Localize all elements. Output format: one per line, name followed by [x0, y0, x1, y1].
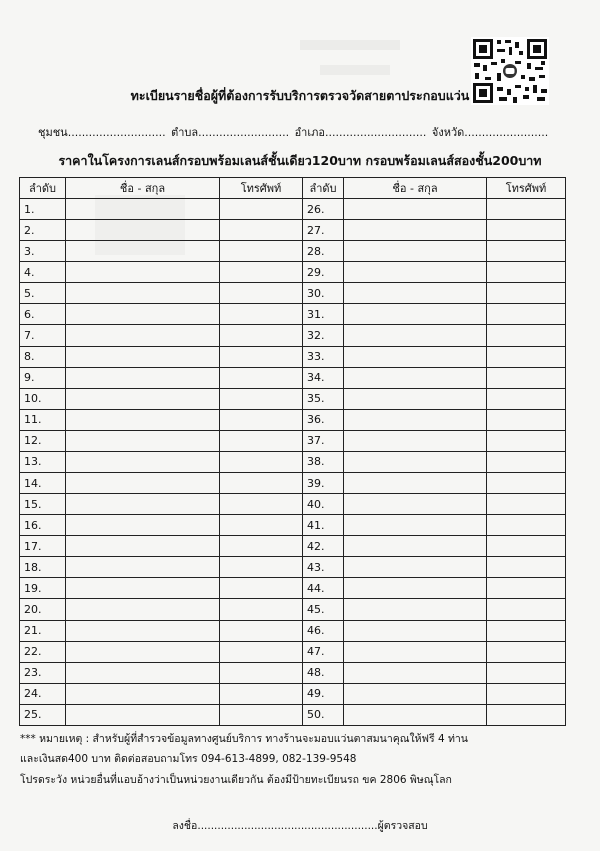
table-row [20, 515, 566, 536]
province-field[interactable]: จังหวัด........................ [431, 126, 549, 139]
name-cell[interactable] [66, 451, 220, 472]
phone-cell[interactable] [220, 241, 303, 262]
location-fields [38, 123, 550, 141]
col-name-header: ชื่อ - สกุล [344, 178, 487, 199]
note-line: *** หมายเหตุ : สำหรับผู้ที่สำรวจข้อมูลทางศูนย์บริการ ทางร้านจะมอบแว่นตาสมนาคุณให้ฟรี 4 ท่าน [20, 733, 468, 745]
phone-cell[interactable] [220, 199, 303, 220]
row-number-right: 33. [303, 346, 344, 367]
phone-cell[interactable] [220, 515, 303, 536]
row-number-left: 15. [20, 494, 66, 515]
registration-table [19, 177, 566, 726]
name-cell[interactable] [344, 367, 487, 388]
phone-cell[interactable] [220, 683, 303, 704]
table-row [20, 578, 566, 599]
phone-cell[interactable] [220, 283, 303, 304]
name-cell[interactable] [66, 641, 220, 662]
name-cell[interactable] [344, 430, 487, 451]
name-cell[interactable] [66, 662, 220, 683]
row-number-left: 6. [20, 304, 66, 325]
name-cell[interactable] [344, 262, 487, 283]
name-cell[interactable] [66, 388, 220, 409]
name-cell[interactable] [66, 283, 220, 304]
phone-cell[interactable] [487, 515, 566, 536]
phone-cell[interactable] [487, 283, 566, 304]
price-line: ราคาในโครงการเลนส์กรอบพร้อมเลนส์ชั้นเดียว120บาท กรอบพร้อมเลนส์สองชั้น200บาท [58, 153, 542, 168]
row-number-left: 17. [20, 536, 66, 557]
phone-cell[interactable] [487, 220, 566, 241]
phone-cell[interactable] [220, 536, 303, 557]
name-cell[interactable] [344, 220, 487, 241]
row-number-left: 5. [20, 283, 66, 304]
row-number-right: 26. [303, 199, 344, 220]
name-cell[interactable] [66, 599, 220, 620]
note-line: โปรดระวัง หน่วยอื่นที่แอบอ้างว่าเป็นหน่วยงานเดียวกัน ต้องมีป้ายทะเบียนรถ ขค 2806 พิษณุโลก [20, 774, 452, 786]
col-number-header: ลำดับ [20, 178, 66, 199]
table-row [20, 430, 566, 451]
name-cell[interactable] [66, 515, 220, 536]
phone-cell[interactable] [487, 262, 566, 283]
name-cell[interactable] [66, 704, 220, 725]
phone-cell[interactable] [220, 367, 303, 388]
table-row [20, 536, 566, 557]
table-row [20, 283, 566, 304]
phone-cell[interactable] [487, 599, 566, 620]
name-cell[interactable] [66, 325, 220, 346]
name-cell[interactable] [66, 241, 220, 262]
row-number-left: 24. [20, 683, 66, 704]
phone-cell[interactable] [220, 620, 303, 641]
row-number-right: 28. [303, 241, 344, 262]
name-cell[interactable] [66, 409, 220, 430]
name-cell[interactable] [66, 620, 220, 641]
table-row [20, 325, 566, 346]
col-name-header: ชื่อ - สกุล [66, 178, 220, 199]
phone-cell[interactable] [487, 325, 566, 346]
name-cell[interactable] [66, 430, 220, 451]
phone-cell[interactable] [487, 304, 566, 325]
table-row [20, 599, 566, 620]
phone-cell[interactable] [487, 704, 566, 725]
row-number-left: 10. [20, 388, 66, 409]
row-number-right: 32. [303, 325, 344, 346]
phone-cell[interactable] [220, 430, 303, 451]
name-cell[interactable] [344, 304, 487, 325]
name-cell[interactable] [66, 346, 220, 367]
name-cell[interactable] [344, 325, 487, 346]
name-cell[interactable] [66, 262, 220, 283]
table-row [20, 620, 566, 641]
row-number-left: 12. [20, 430, 66, 451]
district-field[interactable]: อำเภอ............................. [294, 126, 427, 139]
phone-cell[interactable] [220, 451, 303, 472]
row-number-left: 18. [20, 557, 66, 578]
phone-cell[interactable] [220, 494, 303, 515]
col-phone-header: โทรศัพท์ [220, 178, 303, 199]
row-number-left: 23. [20, 662, 66, 683]
phone-cell[interactable] [487, 620, 566, 641]
name-cell[interactable] [66, 304, 220, 325]
phone-cell[interactable] [220, 599, 303, 620]
row-number-right: 30. [303, 283, 344, 304]
phone-cell[interactable] [487, 367, 566, 388]
row-number-right: 35. [303, 388, 344, 409]
col-number-header: ลำดับ [303, 178, 344, 199]
phone-cell[interactable] [220, 409, 303, 430]
name-cell[interactable] [344, 451, 487, 472]
phone-cell[interactable] [487, 451, 566, 472]
table-row [20, 704, 566, 725]
row-number-right: 49. [303, 683, 344, 704]
bleed-through [300, 40, 400, 50]
name-cell[interactable] [344, 283, 487, 304]
name-cell[interactable] [344, 241, 487, 262]
row-number-right: 36. [303, 409, 344, 430]
table-row [20, 199, 566, 220]
row-number-left: 1. [20, 199, 66, 220]
row-number-left: 7. [20, 325, 66, 346]
phone-cell[interactable] [220, 325, 303, 346]
table-row [20, 367, 566, 388]
name-cell[interactable] [344, 557, 487, 578]
row-number-left: 9. [20, 367, 66, 388]
phone-cell[interactable] [220, 641, 303, 662]
name-cell[interactable] [344, 662, 487, 683]
name-cell[interactable] [344, 388, 487, 409]
phone-cell[interactable] [220, 578, 303, 599]
row-number-left: 20. [20, 599, 66, 620]
table-row [20, 557, 566, 578]
row-number-left: 4. [20, 262, 66, 283]
phone-cell[interactable] [487, 241, 566, 262]
phone-cell[interactable] [220, 704, 303, 725]
row-number-left: 25. [20, 704, 66, 725]
table-row [20, 473, 566, 494]
table-row [20, 220, 566, 241]
name-cell[interactable] [344, 473, 487, 494]
row-number-right: 29. [303, 262, 344, 283]
row-number-right: 43. [303, 557, 344, 578]
name-cell[interactable] [344, 620, 487, 641]
row-number-left: 22. [20, 641, 66, 662]
row-number-right: 42. [303, 536, 344, 557]
row-number-right: 44. [303, 578, 344, 599]
name-cell[interactable] [66, 367, 220, 388]
table-row [20, 451, 566, 472]
phone-cell[interactable] [220, 557, 303, 578]
phone-cell[interactable] [487, 409, 566, 430]
name-cell[interactable] [344, 578, 487, 599]
community-field[interactable]: ชุมชน............................ [38, 126, 166, 139]
name-cell[interactable] [66, 683, 220, 704]
row-number-right: 27. [303, 220, 344, 241]
name-cell[interactable] [344, 409, 487, 430]
table-row [20, 409, 566, 430]
row-number-left: 8. [20, 346, 66, 367]
phone-cell[interactable] [220, 473, 303, 494]
name-cell[interactable] [344, 515, 487, 536]
phone-cell[interactable] [487, 346, 566, 367]
name-cell[interactable] [66, 199, 220, 220]
row-number-right: 46. [303, 620, 344, 641]
phone-cell[interactable] [487, 578, 566, 599]
row-number-left: 16. [20, 515, 66, 536]
table-row [20, 241, 566, 262]
phone-cell[interactable] [220, 662, 303, 683]
signature-field[interactable]: ...................................................... [197, 820, 378, 832]
table-row [20, 262, 566, 283]
row-number-left: 13. [20, 451, 66, 472]
phone-cell[interactable] [220, 304, 303, 325]
name-cell[interactable] [344, 641, 487, 662]
phone-cell[interactable] [220, 220, 303, 241]
row-number-right: 37. [303, 430, 344, 451]
row-number-right: 47. [303, 641, 344, 662]
table-row [20, 346, 566, 367]
table-row [20, 388, 566, 409]
phone-cell[interactable] [487, 430, 566, 451]
row-number-right: 50. [303, 704, 344, 725]
phone-cell[interactable] [487, 683, 566, 704]
row-number-right: 38. [303, 451, 344, 472]
name-cell[interactable] [344, 199, 487, 220]
name-cell[interactable] [344, 536, 487, 557]
phone-cell[interactable] [487, 536, 566, 557]
name-cell[interactable] [66, 578, 220, 599]
name-cell[interactable] [344, 599, 487, 620]
phone-cell[interactable] [487, 557, 566, 578]
table-row [20, 641, 566, 662]
row-number-left: 14. [20, 473, 66, 494]
inspector-label: ผู้ตรวจสอบ [377, 820, 428, 832]
table-row [20, 662, 566, 683]
row-number-right: 48. [303, 662, 344, 683]
note-line: และเงินสด400 บาท ติดต่อสอบถามโทร 094-613-4899, 082-139-9548 [20, 753, 357, 765]
signature-line [0, 817, 600, 834]
form-title: ทะเบียนรายชื่อผู้ที่ต้องการรับบริการตรวจวัดสายตาประกอบแว่น [130, 88, 470, 103]
name-cell[interactable] [344, 494, 487, 515]
row-number-left: 3. [20, 241, 66, 262]
row-number-left: 19. [20, 578, 66, 599]
name-cell[interactable] [66, 494, 220, 515]
row-number-left: 2. [20, 220, 66, 241]
phone-cell[interactable] [220, 388, 303, 409]
col-phone-header: โทรศัพท์ [487, 178, 566, 199]
phone-cell[interactable] [487, 641, 566, 662]
phone-cell[interactable] [220, 346, 303, 367]
row-number-left: 21. [20, 620, 66, 641]
name-cell[interactable] [66, 536, 220, 557]
row-number-right: 39. [303, 473, 344, 494]
row-number-right: 41. [303, 515, 344, 536]
sign-label: ลงชื่อ [172, 820, 198, 832]
table-header-row [20, 178, 566, 199]
row-number-right: 40. [303, 494, 344, 515]
phone-cell[interactable] [220, 262, 303, 283]
row-number-right: 31. [303, 304, 344, 325]
name-cell[interactable] [66, 473, 220, 494]
row-number-right: 45. [303, 599, 344, 620]
table-row [20, 683, 566, 704]
table-row [20, 304, 566, 325]
bleed-through [320, 65, 390, 75]
name-cell[interactable] [66, 220, 220, 241]
subdistrict-field[interactable]: ตำบล.......................... [171, 126, 290, 139]
phone-cell[interactable] [487, 388, 566, 409]
name-cell[interactable] [66, 557, 220, 578]
name-cell[interactable] [344, 346, 487, 367]
name-cell[interactable] [344, 683, 487, 704]
row-number-right: 34. [303, 367, 344, 388]
phone-cell[interactable] [487, 662, 566, 683]
phone-cell[interactable] [487, 494, 566, 515]
phone-cell[interactable] [487, 199, 566, 220]
phone-cell[interactable] [487, 473, 566, 494]
name-cell[interactable] [344, 704, 487, 725]
table-row [20, 494, 566, 515]
row-number-left: 11. [20, 409, 66, 430]
